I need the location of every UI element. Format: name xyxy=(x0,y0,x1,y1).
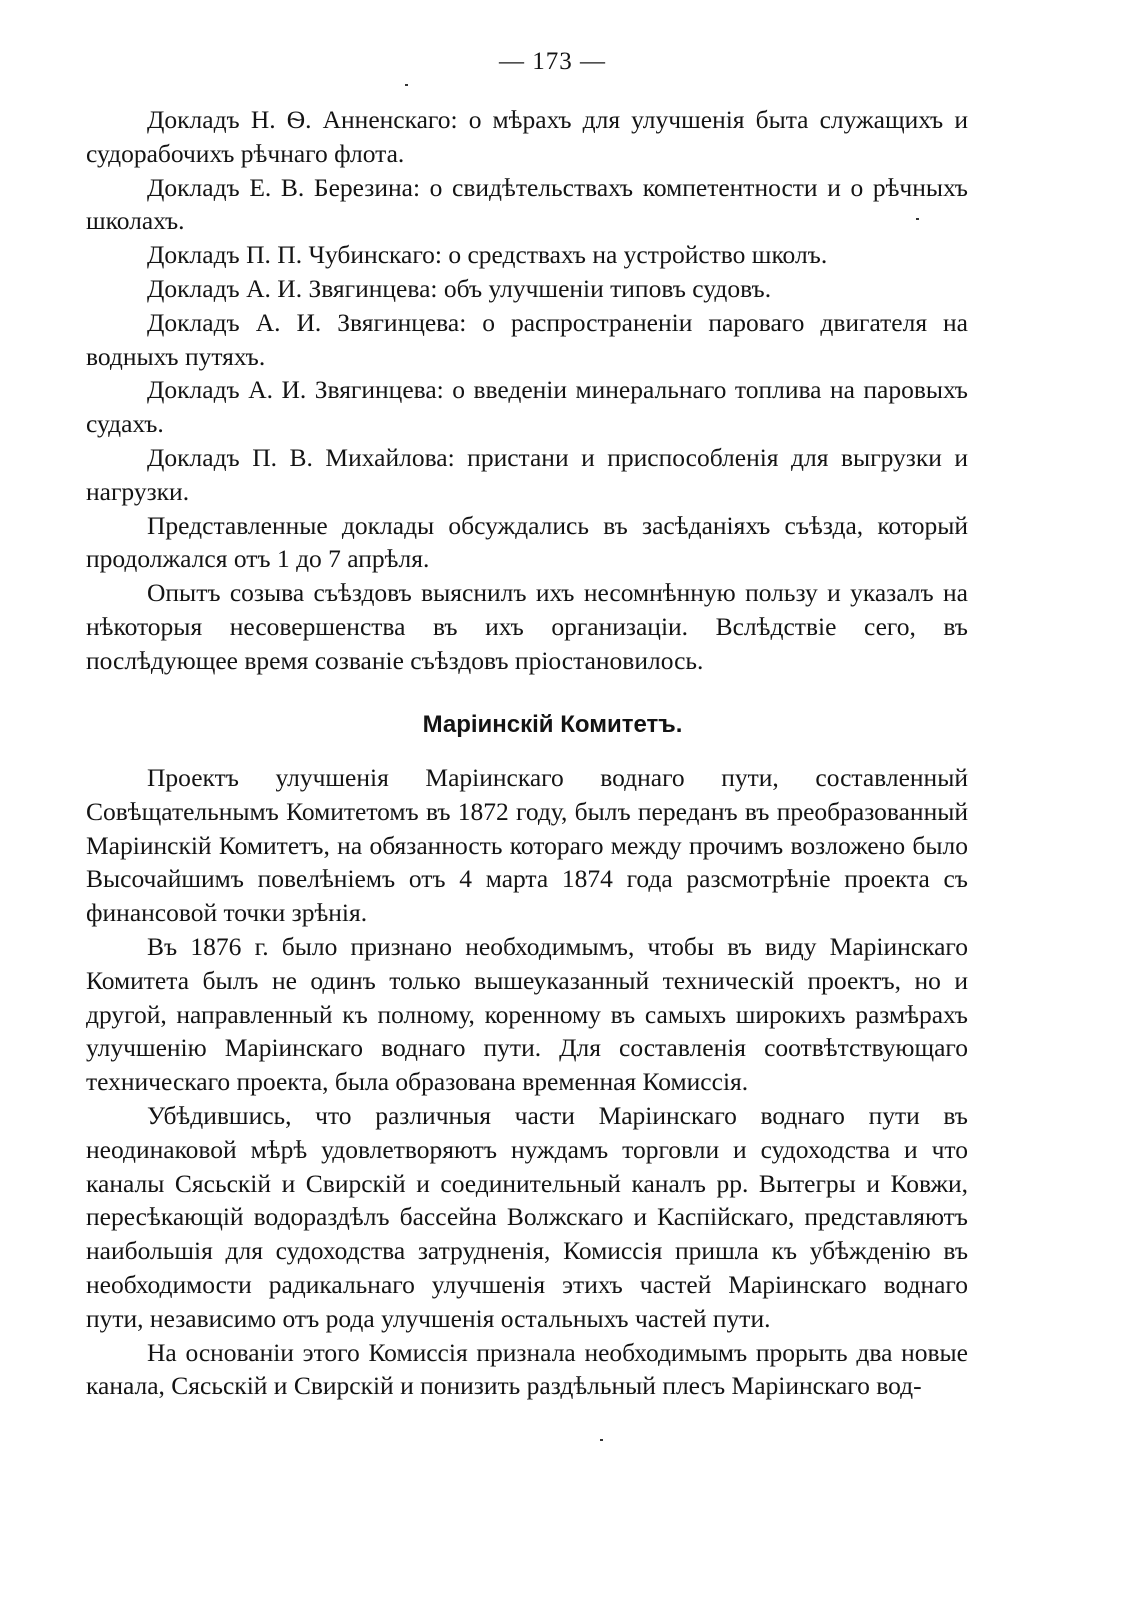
report-paragraph: Докладъ П. В. Михайлова: пристани и приспособленія для выгрузки и нагрузки. xyxy=(86,442,968,506)
report-paragraph: Докладъ П. П. Чубинскаго: о средствахъ на устройство школъ. xyxy=(147,240,828,270)
body-paragraph: На основаніи этого Комиссія признала необходимымъ прорыть два новые канала, Сясьскій и Свирскій и понизить раздѣльный плесъ Маріинскаго вод- xyxy=(86,1337,968,1401)
report-paragraph: Опытъ созыва съѣздовъ выяснилъ ихъ несомнѣнную пользу и указалъ на нѣкоторыя несовершенства въ ихъ организаціи. Вслѣдствіе сего, въ послѣдующее время созваніе съѣздовъ пріостановилось. xyxy=(86,578,968,675)
scan-speck xyxy=(405,84,408,86)
reports-list xyxy=(86,103,968,678)
report-paragraph: Представленные доклады обсуждались въ засѣданіяхъ съѣзда, который продолжался отъ 1 до 7 апрѣля. xyxy=(86,510,968,574)
report-paragraph: Докладъ Е. В. Березина: о свидѣтельствахъ компетентности и о рѣчныхъ школахъ. xyxy=(86,172,968,236)
page-number: — 173 — xyxy=(499,48,606,75)
scan-speck xyxy=(916,218,919,220)
report-paragraph: Докладъ А. И. Звягинцева: о распространеніи пароваго двигателя на водныхъ путяхъ. xyxy=(86,307,968,371)
report-paragraph: Докладъ А. И. Звягинцева: объ улучшеніи типовъ судовъ. xyxy=(147,273,772,303)
body-paragraph: Въ 1876 г. было признано необходимымъ, чтобы въ виду Маріинскаго Комитета былъ не одинъ только вышеуказанный техническій проектъ, но и другой, направленный къ полному, коренному въ самыхъ широкихъ размѣрахъ улучшенію Маріинскаго воднаго пути. Для составленія соотвѣтствующаго техническаго проекта, была образована временная Комиссія. xyxy=(86,931,968,1097)
report-paragraph: Докладъ Н. Ѳ. Анненскаго: о мѣрахъ для улучшенія быта служащихъ и судорабочихъ рѣчнаго флота. xyxy=(86,105,968,168)
section-body xyxy=(86,761,968,1403)
body-paragraph: Проектъ улучшенія Маріинскаго воднаго пути, составленный Совѣщательнымъ Комитетомъ въ 1872 году, былъ переданъ въ преобразованный Маріинскій Комитетъ, на обязанность котораго между прочимъ возложено было Высочайшимъ повелѣніемъ отъ 4 марта 1874 года разсмотрѣніе проекта съ финансовой точки зрѣнія. xyxy=(86,763,968,928)
report-paragraph: Докладъ А. И. Звягинцева: о введеніи минеральнаго топлива на паровыхъ судахъ. xyxy=(86,375,968,439)
section-heading: Маріинскій Комитетъ. xyxy=(422,711,683,738)
scan-speck xyxy=(600,1439,603,1441)
body-paragraph: Убѣдившись, что различныя части Маріинскаго воднаго пути въ неодинаковой мѣрѣ удовлетворяютъ нуждамъ торговли и судоходства и что каналы Сясьскій и Свирскій и соединительный каналъ рр. Вытегры и Ковжи, пересѣкающій водораздѣлъ бассейна Волжскаго и Каспійскаго, представляютъ наибольшія для судоходства затрудненія, Комиссія пришла къ убѣжденію въ необходимости радикальнаго улучшенія этихъ частей Маріинскаго воднаго пути, независимо отъ рода улучшенія остальныхъ частей пути. xyxy=(86,1100,968,1333)
